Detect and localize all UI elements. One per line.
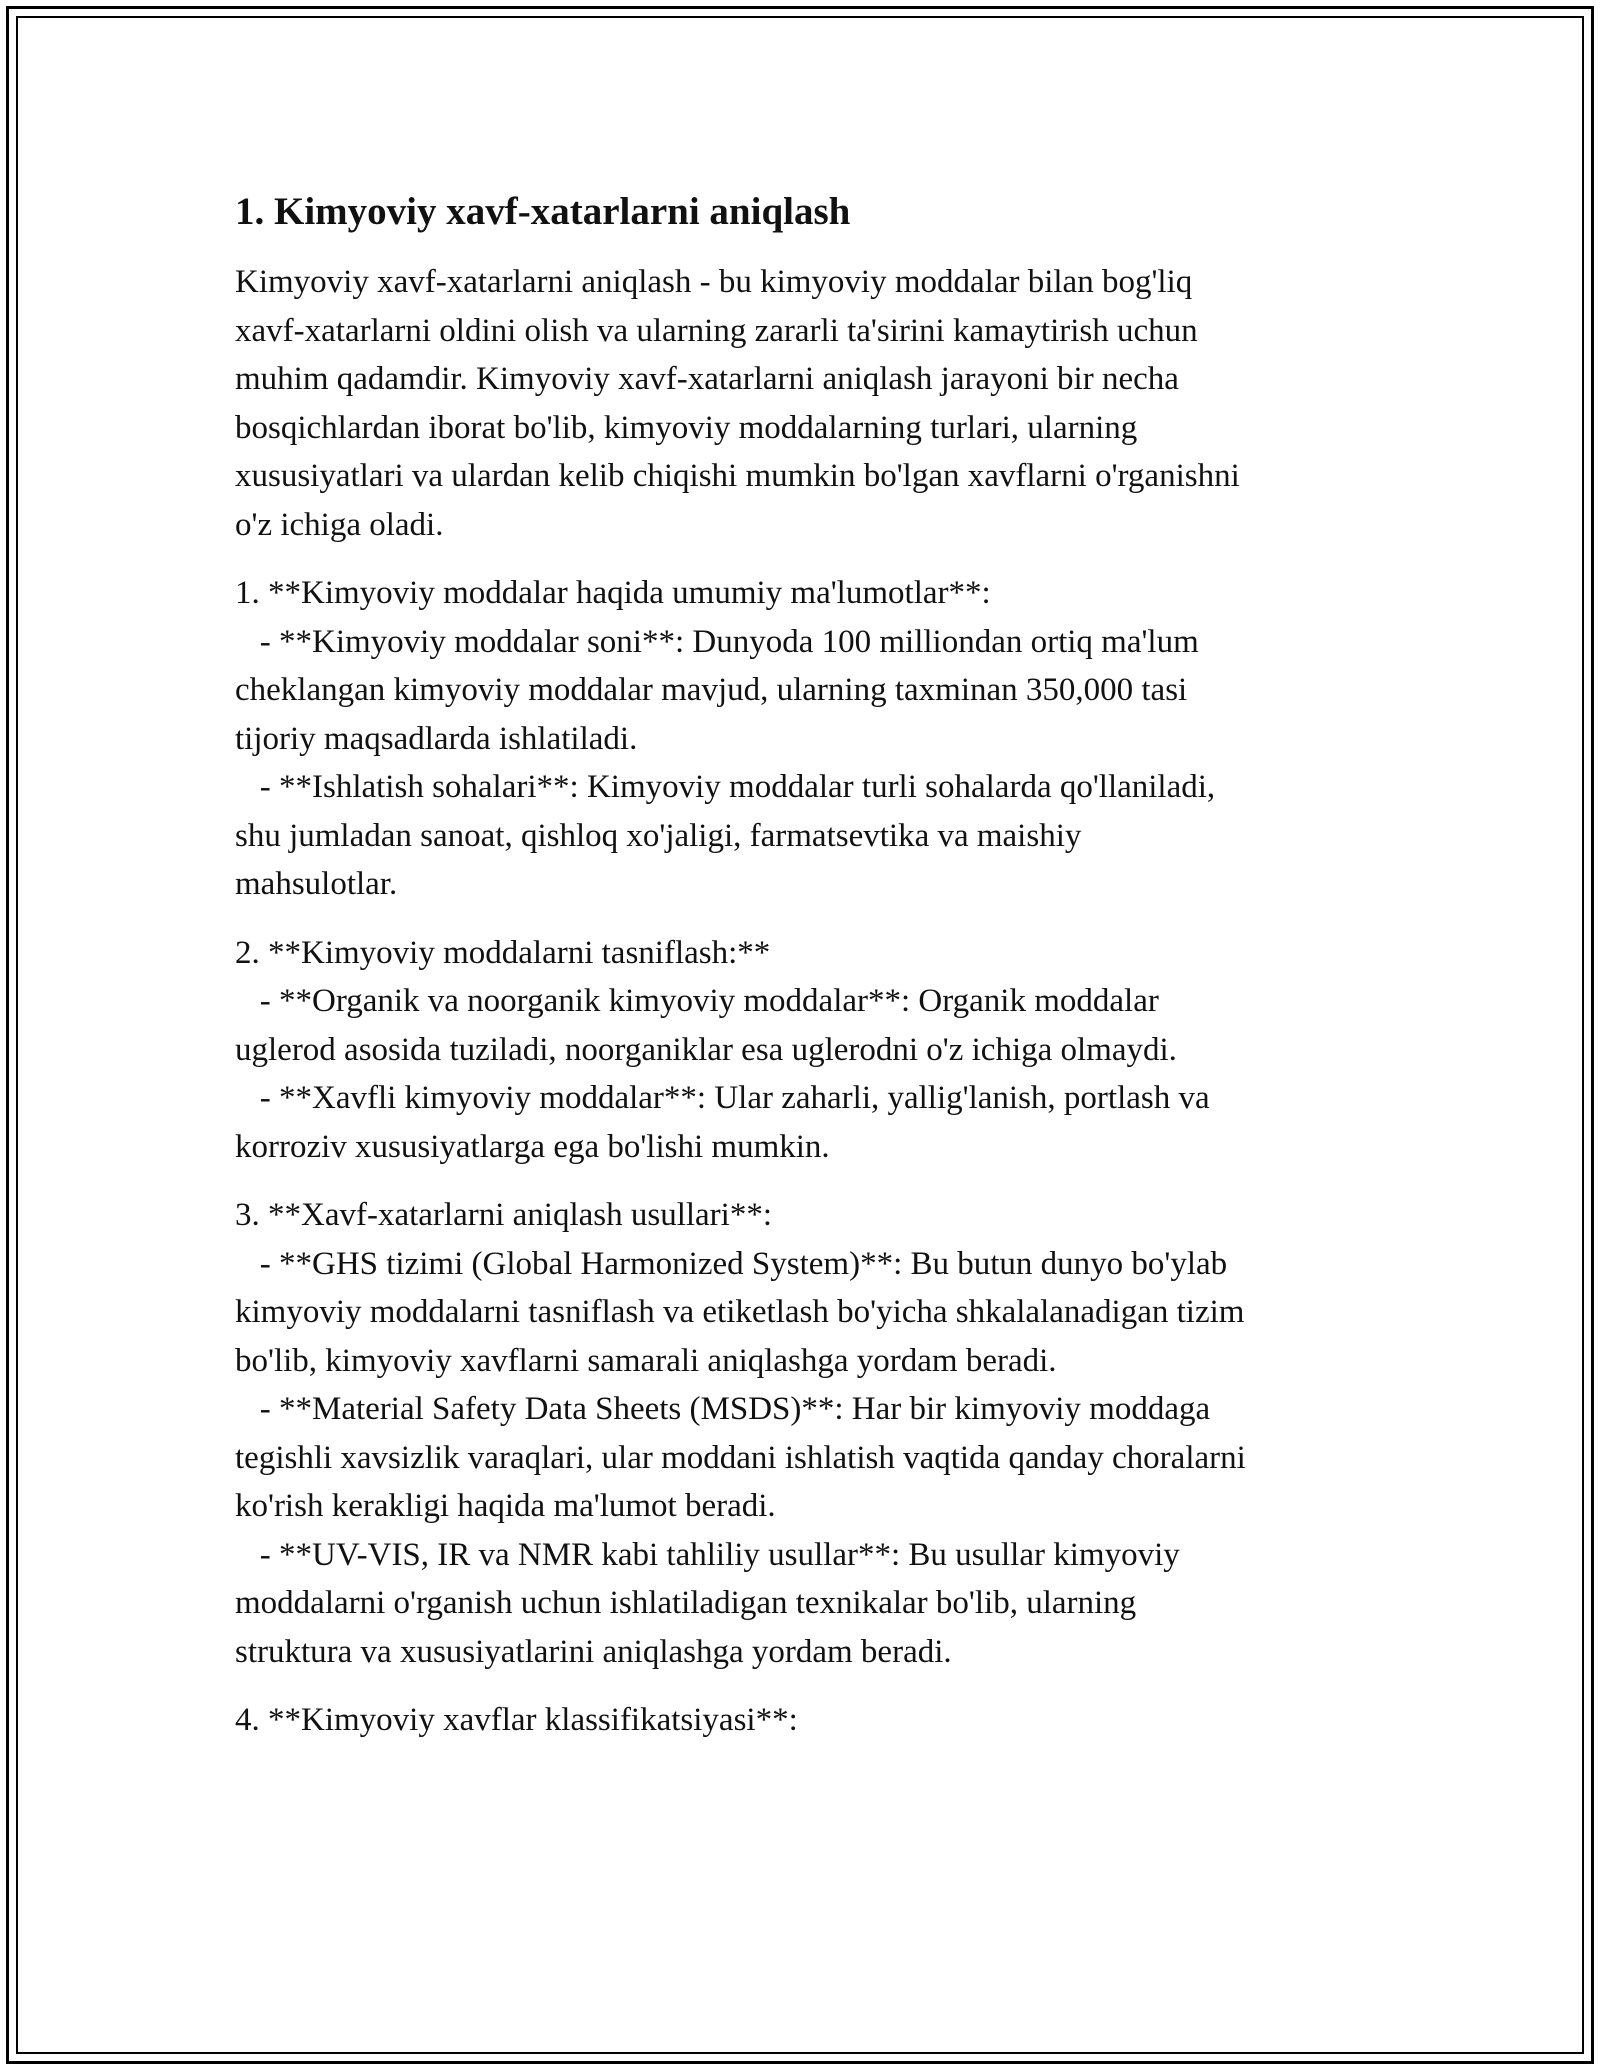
document-body xyxy=(235,186,1370,1745)
document-title: 1. Kimyoviy xavf-xatarlarni aniqlash xyxy=(235,190,851,233)
section-classification: 2. **Kimyoviy moddalarni tasniflash:** - **Organik va noorganik kimyoviy moddalar**: Organik moddalar uglerod asosida tuziladi, noorganiklar esa uglerodni o'z ichiga olmaydi. - **Xavfli kimyoviy moddalar**: Ular zaharli, yallig'lanish, portlash va korroziv xususiyatlarga ega bo'lishi mumkin. xyxy=(235,934,1210,1165)
intro-paragraph: Kimyoviy xavf-xatarlarni aniqlash - bu kimyoviy moddalar bilan bog'liq xavf-xatarlarni oldini olish va ularning zararli ta'sirini kamaytirish uchun muhim qadamdir. Kimyoviy xavf-xatarlarni aniqlash jarayoni bir necha bosqichlardan iborat bo'lib, kimyoviy moddalarning turlari, ularning xususiyatlari va ulardan kelib chiqishi mumkin bo'lgan xavflarni o'rganishni o'z ichiga oladi. xyxy=(235,264,1240,543)
section-hazard-classification: 4. **Kimyoviy xavflar klassifikatsiyasi**: xyxy=(235,1702,798,1738)
section-general-info: 1. **Kimyoviy moddalar haqida umumiy ma'lumotlar**: - **Kimyoviy moddalar soni**: Dunyoda 100 milliondan ortiq ma'lum cheklangan kimyoviy moddalar mavjud, ularning taxminan 350,000 tasi tijoriy maqsadlarda ishlatiladi. - **Ishlatish sohalari**: Kimyoviy moddalar turli sohalarda qo'llaniladi, shu jumladan sanoat, qishloq xo'jaligi, farmatsevtika va maishiy mahsulotlar. xyxy=(235,575,1216,902)
section-detection-methods: 3. **Xavf-xatarlarni aniqlash usullari**: - **GHS tizimi (Global Harmonized System)**: Bu butun dunyo bo'ylab kimyoviy moddalarni tasniflash va etiketlash bo'yicha shkalalanadigan tizim bo'lib, kimyoviy xavflarni samarali aniqlashga yordam beradi. - **Material Safety Data Sheets (MSDS)**: Har bir kimyoviy moddaga tegishli xavsizlik varaqlari, ular moddani ishlatish vaqtida qanday choralarni ko'rish kerakligi haqida ma'lumot beradi. - **UV-VIS, IR va NMR kabi tahliliy usullar**: Bu usullar kimyoviy moddalarni o'rganish uchun ishlatiladigan texnikalar bo'lib, ularning struktura va xususiyatlarini aniqlashga yordam beradi. xyxy=(235,1197,1246,1670)
